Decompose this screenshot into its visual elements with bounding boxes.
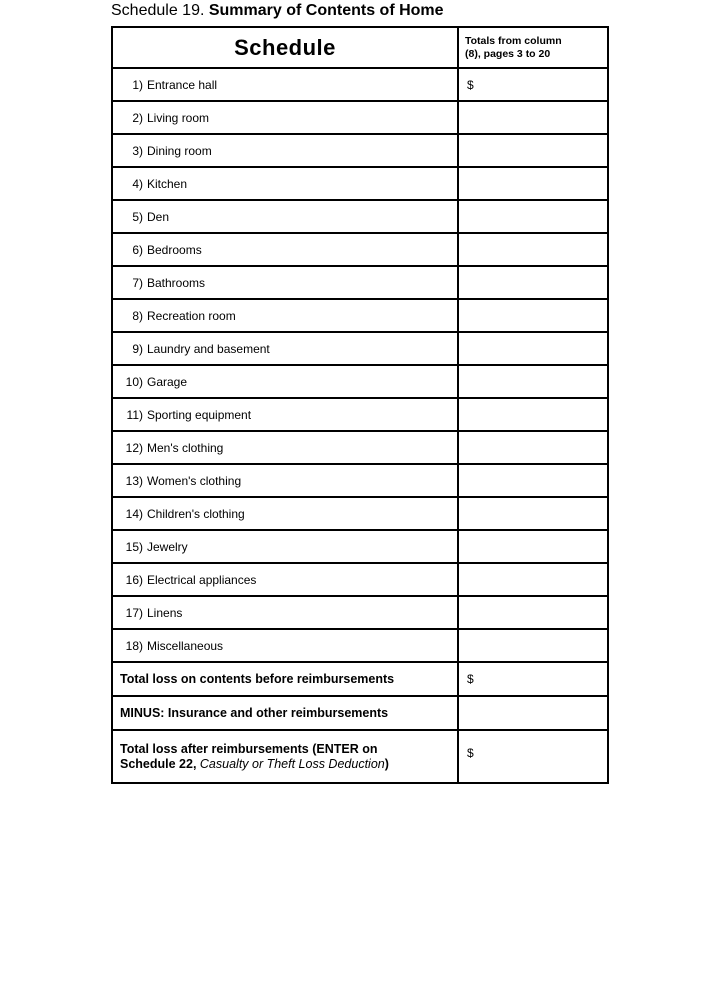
- row-label-cell: [112, 266, 458, 299]
- total-before-label: Total loss on contents before reimbursements: [112, 662, 458, 696]
- table-row: [112, 398, 608, 431]
- row-label-cell: [112, 299, 458, 332]
- row-label-cell: [112, 332, 458, 365]
- minus-reimbursements-value: [458, 696, 608, 730]
- total-before-value: $: [458, 662, 608, 696]
- table-row: [112, 266, 608, 299]
- row-label: Garage: [147, 374, 188, 389]
- total-after-line2-prefix: Schedule 22,: [120, 756, 200, 771]
- row-value-cell: [458, 398, 608, 431]
- row-label: Jewelry: [147, 539, 188, 554]
- row-number: 16): [125, 572, 143, 587]
- row-label: Miscellaneous: [147, 638, 224, 653]
- row-value-cell: [458, 266, 608, 299]
- totals-header-line1: Totals from column: [465, 34, 562, 47]
- row-number: 3): [132, 143, 143, 158]
- row-label: Laundry and basement: [147, 341, 270, 356]
- header-row: [112, 27, 608, 68]
- row-number: 13): [125, 473, 143, 488]
- row-value-cell: [458, 134, 608, 167]
- row-label-cell: [112, 68, 458, 101]
- row-label-cell: [112, 398, 458, 431]
- table-row: [112, 497, 608, 530]
- items-body: [112, 68, 608, 662]
- totals-header-line2: (8), pages 3 to 20: [465, 47, 551, 60]
- row-value-cell: [458, 629, 608, 662]
- row-label-cell: [112, 200, 458, 233]
- row-value-cell: [458, 233, 608, 266]
- schedule-number-label: Schedule 19.: [111, 2, 209, 19]
- row-label: Living room: [147, 110, 210, 125]
- table-row: [112, 563, 608, 596]
- row-value-cell: [458, 365, 608, 398]
- table-row: [112, 365, 608, 398]
- row-value-cell: [458, 497, 608, 530]
- row-label: Den: [147, 209, 170, 224]
- table-row: [112, 167, 608, 200]
- row-number: 8): [132, 308, 143, 323]
- row-label: Linens: [147, 605, 183, 620]
- table-row: [112, 464, 608, 497]
- minus-reimbursements-row: [112, 696, 608, 730]
- row-label-cell: [112, 596, 458, 629]
- row-label-cell: [112, 497, 458, 530]
- row-label: Electrical appliances: [147, 572, 257, 587]
- row-value-cell: [458, 596, 608, 629]
- row-value-cell: [458, 101, 608, 134]
- table-row: [112, 101, 608, 134]
- table-row: [112, 596, 608, 629]
- row-label-cell: [112, 134, 458, 167]
- row-value-cell: [458, 431, 608, 464]
- row-label: Sporting equipment: [147, 407, 252, 422]
- row-value-cell: [458, 200, 608, 233]
- row-number: 10): [125, 374, 143, 389]
- row-label-cell: [112, 464, 458, 497]
- row-label-cell: [112, 530, 458, 563]
- row-value-cell: [458, 332, 608, 365]
- table-row: [112, 299, 608, 332]
- row-value-cell: [458, 299, 608, 332]
- row-label-cell: [112, 233, 458, 266]
- total-after-value: $: [458, 730, 608, 783]
- table-row: [112, 431, 608, 464]
- row-number: 5): [132, 209, 143, 224]
- row-number: 11): [126, 407, 143, 422]
- schedule-column-header: Schedule: [112, 27, 458, 68]
- table-row: [112, 233, 608, 266]
- row-label: Dining room: [147, 143, 212, 158]
- total-after-suffix: ): [384, 756, 389, 771]
- row-label-cell: [112, 101, 458, 134]
- table-row: [112, 332, 608, 365]
- table-row: [112, 530, 608, 563]
- schedule-table: [111, 26, 609, 784]
- totals-body: [112, 662, 608, 783]
- row-number: 18): [125, 638, 143, 653]
- row-label: Kitchen: [147, 176, 188, 191]
- row-number: 9): [132, 341, 143, 356]
- row-label-cell: [112, 365, 458, 398]
- row-value-cell: [458, 464, 608, 497]
- table-row: [112, 200, 608, 233]
- row-number: 17): [125, 605, 143, 620]
- minus-reimbursements-label: MINUS: Insurance and other reimbursements: [112, 696, 458, 730]
- table-row: [112, 134, 608, 167]
- row-label: Bathrooms: [147, 275, 206, 290]
- row-value-cell: [458, 563, 608, 596]
- row-label: Entrance hall: [147, 77, 218, 92]
- row-label: Bedrooms: [147, 242, 202, 257]
- row-value-cell: [458, 530, 608, 563]
- row-number: 6): [132, 242, 143, 257]
- total-after-row: [112, 730, 608, 783]
- table-row: [112, 629, 608, 662]
- total-before-row: [112, 662, 608, 696]
- row-label-cell: [112, 629, 458, 662]
- schedule-title-label: Summary of Contents of Home: [208, 2, 444, 19]
- row-label-cell: [112, 167, 458, 200]
- row-value-cell: $: [458, 68, 608, 101]
- total-after-label: [112, 730, 458, 783]
- row-number: 14): [125, 506, 143, 521]
- row-label: Men's clothing: [147, 440, 224, 455]
- row-number: 1): [132, 77, 143, 92]
- row-label: Recreation room: [147, 308, 236, 323]
- row-label-cell: [112, 431, 458, 464]
- row-value-cell: [458, 167, 608, 200]
- page-title: [111, 2, 444, 20]
- total-after-line1: Total loss after reimbursements (ENTER on: [120, 741, 378, 756]
- row-number: 12): [125, 440, 143, 455]
- row-number: 7): [132, 275, 143, 290]
- total-after-italic-reference: Casualty or Theft Loss Deduction: [199, 756, 385, 771]
- totals-column-header: [458, 27, 608, 68]
- row-label-cell: [112, 563, 458, 596]
- row-number: 15): [125, 539, 143, 554]
- row-label: Women's clothing: [147, 473, 242, 488]
- table-row: [112, 68, 608, 101]
- row-number: 4): [132, 176, 143, 191]
- row-number: 2): [132, 110, 143, 125]
- row-label: Children's clothing: [147, 506, 245, 521]
